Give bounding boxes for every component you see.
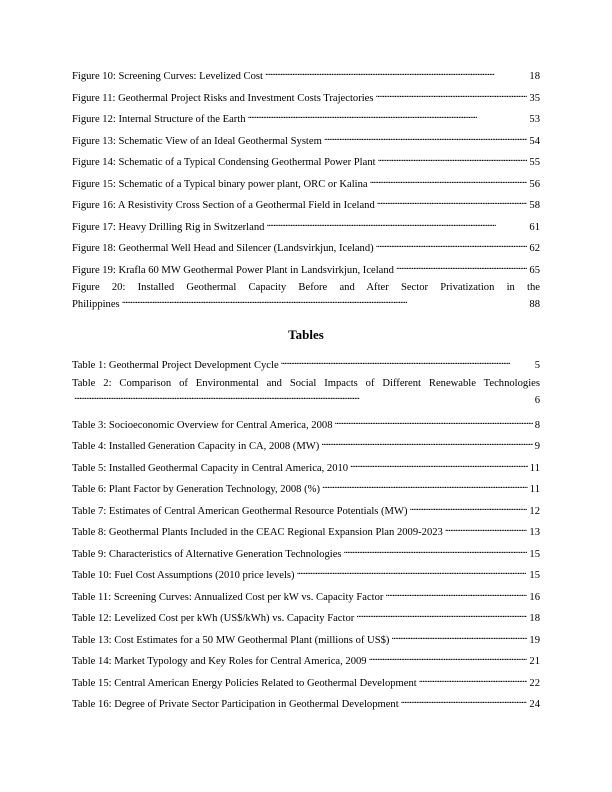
- toc-entry-page: 18: [529, 613, 540, 624]
- toc-entry-page: 13: [529, 527, 540, 538]
- dot-leader: [376, 238, 528, 251]
- dot-leader: [391, 630, 527, 643]
- figures-list: [72, 66, 540, 281]
- dot-leader: [377, 195, 528, 208]
- toc-entry-title: Table 4: Installed Generation Capacity in CA, 2008 (MW): [72, 441, 320, 452]
- toc-entry-title: Table 6: Plant Factor by Generation Technology, 2008 (%): [72, 484, 320, 495]
- toc-entry[interactable]: [72, 238, 540, 260]
- table-of-contents-page: [72, 66, 540, 716]
- toc-entry[interactable]: [72, 522, 540, 544]
- toc-entry[interactable]: [72, 217, 540, 239]
- toc-entry-title: Figure 17: Heavy Drilling Rig in Switzerland: [72, 221, 265, 233]
- toc-entry[interactable]: [72, 651, 540, 673]
- toc-entry-page: 6: [534, 394, 540, 406]
- dot-leader: [385, 587, 527, 600]
- toc-entry-page: 11: [529, 484, 540, 495]
- toc-entry-page: 9: [534, 441, 540, 452]
- toc-entry[interactable]: [72, 174, 540, 196]
- dot-leader: [322, 479, 528, 492]
- toc-entry-title: Table 9: Characteristics of Alternative Generation Technologies: [72, 548, 342, 560]
- toc-entry[interactable]: [72, 66, 540, 88]
- toc-entry-title: Figure 13: Schematic View of an Ideal Geothermal System: [72, 135, 322, 147]
- toc-entry-title: Table 15: Central American Energy Policies Related to Geothermal Development: [72, 677, 417, 689]
- dot-leader: [370, 174, 528, 187]
- dot-leader: [265, 66, 527, 79]
- dot-leader: [445, 522, 528, 535]
- toc-entry-title: Figure 16: A Resistivity Cross Section of a Geothermal Field in Iceland: [72, 200, 375, 211]
- dot-leader: [344, 544, 528, 557]
- dot-leader: [369, 651, 528, 664]
- toc-entry-page: 16: [529, 591, 540, 603]
- dot-leader: [297, 565, 528, 578]
- toc-entry-table-2[interactable]: [72, 377, 540, 407]
- dot-leader: [281, 355, 533, 368]
- toc-entry-page: 18: [529, 71, 540, 82]
- toc-entry-page: 24: [529, 699, 540, 710]
- tables-list-continued: [72, 415, 540, 716]
- toc-entry-page: 21: [529, 656, 540, 667]
- toc-entry-page: 15: [529, 570, 540, 581]
- toc-entry-page: 5: [534, 360, 540, 371]
- dot-leader: [248, 109, 528, 122]
- toc-entry-page: 58: [529, 200, 540, 211]
- toc-entry-title: Figure 20: Installed Geothermal Capacity Before and After Sector Privatization in the: [72, 282, 540, 293]
- toc-entry[interactable]: [72, 109, 540, 131]
- toc-entry[interactable]: [72, 88, 540, 110]
- toc-entry[interactable]: [72, 544, 540, 566]
- toc-entry-title: Table 3: Socioeconomic Overview for Central America, 2008: [72, 419, 333, 431]
- toc-entry[interactable]: [72, 565, 540, 587]
- toc-entry-title: Figure 14: Schematic of a Typical Condensing Geothermal Power Plant: [72, 157, 376, 168]
- toc-entry-page: 54: [529, 135, 540, 147]
- dot-leader: [266, 217, 527, 230]
- toc-entry[interactable]: [72, 152, 540, 174]
- toc-entry-page: 8: [534, 419, 540, 431]
- toc-entry-title: Table 8: Geothermal Plants Included in the CEAC Regional Expansion Plan 2009-2023: [72, 527, 443, 538]
- toc-entry-title: Table 10: Fuel Cost Assumptions (2010 price levels): [72, 570, 295, 581]
- toc-entry[interactable]: [72, 260, 540, 282]
- toc-entry-page: 53: [529, 114, 540, 125]
- toc-entry-title: Table 13: Cost Estimates for a 50 MW Geothermal Plant (millions of US$): [72, 634, 390, 646]
- dot-leader: [122, 294, 528, 307]
- toc-entry[interactable]: [72, 458, 540, 480]
- toc-entry-title-continued: Philippines: [72, 299, 120, 310]
- toc-entry-title: Table 1: Geothermal Project Development Cycle: [72, 360, 279, 371]
- toc-entry-title: Figure 12: Internal Structure of the Earth: [72, 114, 246, 125]
- toc-entry-title: Figure 10: Screening Curves: Levelized Cost: [72, 71, 263, 82]
- dot-leader: [376, 88, 528, 101]
- toc-entry[interactable]: [72, 630, 540, 652]
- toc-entry-page: 35: [529, 92, 540, 104]
- dot-leader: [378, 152, 528, 165]
- toc-entry[interactable]: [72, 608, 540, 630]
- toc-entry-page: 65: [529, 264, 540, 276]
- toc-entry-title: Figure 15: Schematic of a Typical binary power plant, ORC or Kalina: [72, 178, 368, 190]
- toc-entry[interactable]: [72, 436, 540, 458]
- toc-entry-title: Table 16: Degree of Private Sector Participation in Geothermal Development: [72, 699, 399, 710]
- dot-leader: [356, 608, 527, 621]
- toc-entry-figure-20[interactable]: [72, 281, 540, 311]
- toc-entry[interactable]: [72, 673, 540, 695]
- toc-entry[interactable]: [72, 694, 540, 716]
- toc-entry-page: 15: [529, 548, 540, 560]
- dot-leader: [335, 415, 533, 428]
- dot-leader: [74, 390, 533, 403]
- toc-entry[interactable]: [72, 195, 540, 217]
- toc-entry-page: 61: [529, 221, 540, 233]
- dot-leader: [396, 260, 527, 273]
- toc-entry[interactable]: [72, 131, 540, 153]
- toc-entry-page: 55: [529, 157, 540, 168]
- toc-entry-title: Table 11: Screening Curves: Annualized Cost per kW vs. Capacity Factor: [72, 591, 384, 603]
- toc-entry-page: 88: [529, 299, 540, 310]
- dot-leader: [410, 501, 528, 514]
- dot-leader: [401, 694, 528, 707]
- tables-heading: Tables: [288, 327, 324, 342]
- toc-entry-title: Table 7: Estimates of Central American Geothermal Resource Potentials (MW): [72, 505, 408, 517]
- dot-leader: [419, 673, 528, 686]
- dot-leader: [350, 458, 528, 471]
- toc-entry-title: Figure 19: Krafla 60 MW Geothermal Power Plant in Landsvirkjun, Iceland: [72, 264, 394, 276]
- toc-entry[interactable]: [72, 355, 540, 377]
- toc-entry-title: Table 5: Installed Geothermal Capacity in Central America, 2010: [72, 462, 349, 474]
- dot-leader: [324, 131, 528, 144]
- toc-entry-title: Table 2: Comparison of Environmental and Social Impacts of Different Renewable Technologies: [72, 377, 540, 389]
- toc-entry[interactable]: [72, 415, 540, 437]
- toc-entry-page: 62: [529, 243, 540, 254]
- toc-entry-title: Figure 11: Geothermal Project Risks and Investment Costs Trajectories: [72, 92, 374, 104]
- toc-entry-page: 19: [529, 634, 540, 646]
- toc-entry-page: 22: [529, 677, 540, 689]
- toc-entry-page: 11: [529, 462, 540, 474]
- tables-list: [72, 355, 540, 377]
- toc-entry-title: Table 12: Levelized Cost per kWh (US$/kWh) vs. Capacity Factor: [72, 613, 355, 624]
- toc-entry-title: Figure 18: Geothermal Well Head and Silencer (Landsvirkjun, Iceland): [72, 243, 374, 254]
- toc-entry-page: 12: [529, 505, 540, 517]
- toc-entry[interactable]: [72, 587, 540, 609]
- dot-leader: [321, 436, 532, 449]
- toc-entry-page: 56: [529, 178, 540, 190]
- toc-entry[interactable]: [72, 479, 540, 501]
- toc-entry-title: Table 14: Market Typology and Key Roles for Central America, 2009: [72, 656, 367, 667]
- toc-entry[interactable]: [72, 501, 540, 523]
